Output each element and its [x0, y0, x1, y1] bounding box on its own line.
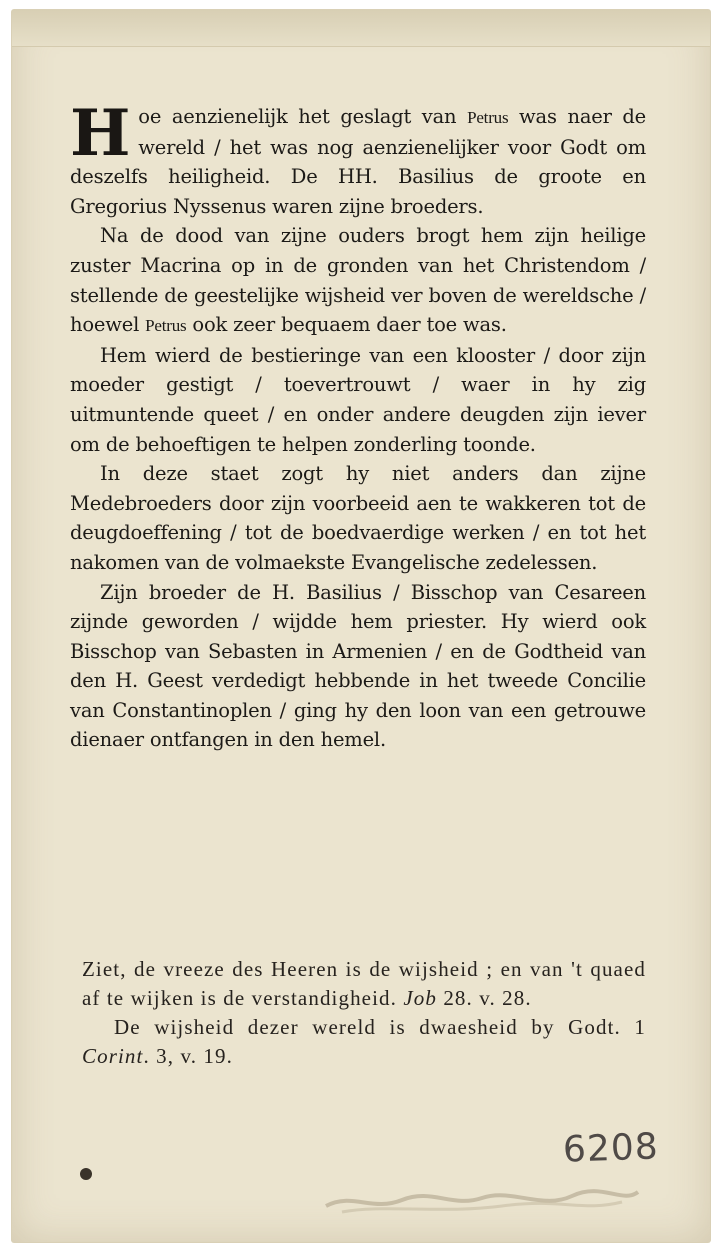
paragraph-4: In deze staet zogt hy niet anders dan zijne Medebroeders door zijn voorbeeid aen te wakkeren tot de deugdoeffening / tot de boedvaerdige werken / en tot het nakomen van de volmaekste Evangelische zedelessen. — [70, 462, 646, 574]
handwritten-inventory-number: 6208 — [562, 1126, 660, 1171]
ref-book: Corint — [82, 1044, 144, 1068]
name-petrus: Petrus — [467, 108, 509, 127]
ref-book: Job — [403, 986, 437, 1010]
name-petrus: Petrus — [145, 316, 187, 336]
printed-leaf — [12, 10, 710, 1242]
drop-cap: H — [70, 96, 131, 171]
quote-corinthians: De wijsheid dezer wereld is dwaesheid by Godt. 1 Corint. 3, v. 19. — [82, 1015, 646, 1068]
paragraph-3: Hem wierd de bestieringe van een klooster / door zijn moeder gestigt / toevertrouwt / waer in hy zig uitmuntende queet / en onder andere deugden zijn iever om de behoeftigen te helpen zonderling toonde. — [70, 343, 646, 456]
ink-dot — [80, 1168, 92, 1180]
paragraph-5: Zijn broeder de H. Basilius / Bisschop van Cesareen zijnde geworden / wijdde hem priester. Hy wierd ook Bisschop van Sebasten in Armenien / en de Godtheid van den H. Geest verdedigt hebbende in het tweede Concilie van Constantinoplen / ging hy den loon van een getrouwe dienaer ontfangen in den hemel. — [70, 580, 646, 752]
scripture-quotes — [82, 955, 646, 1071]
paragraph-1: Hoe aenzienelijk het geslagt van Petrus was naer de wereld / het was nog aenzienelijker voor Godt om deszelfs heiligheid. De HH. Basilius de groote en Gregorius Nyssenus waren zijne broeders. — [70, 96, 646, 218]
main-text — [70, 96, 646, 755]
faded-handwriting-smudge — [322, 1182, 642, 1218]
paragraph-2: Na de dood van zijne ouders brogt hem zijn heilige zuster Macrina op in de gronden van het Christendom / stellende de geestelijke wijsheid ver boven de wereldsche / hoewel Petrus ook zeer bequaem daer toe was. — [70, 224, 646, 337]
quote-job: Ziet, de vreeze des Heeren is de wijsheid ; en van 't quaed af te wijken is de verstandigheid. Job 28. v. 28. — [82, 957, 646, 1010]
